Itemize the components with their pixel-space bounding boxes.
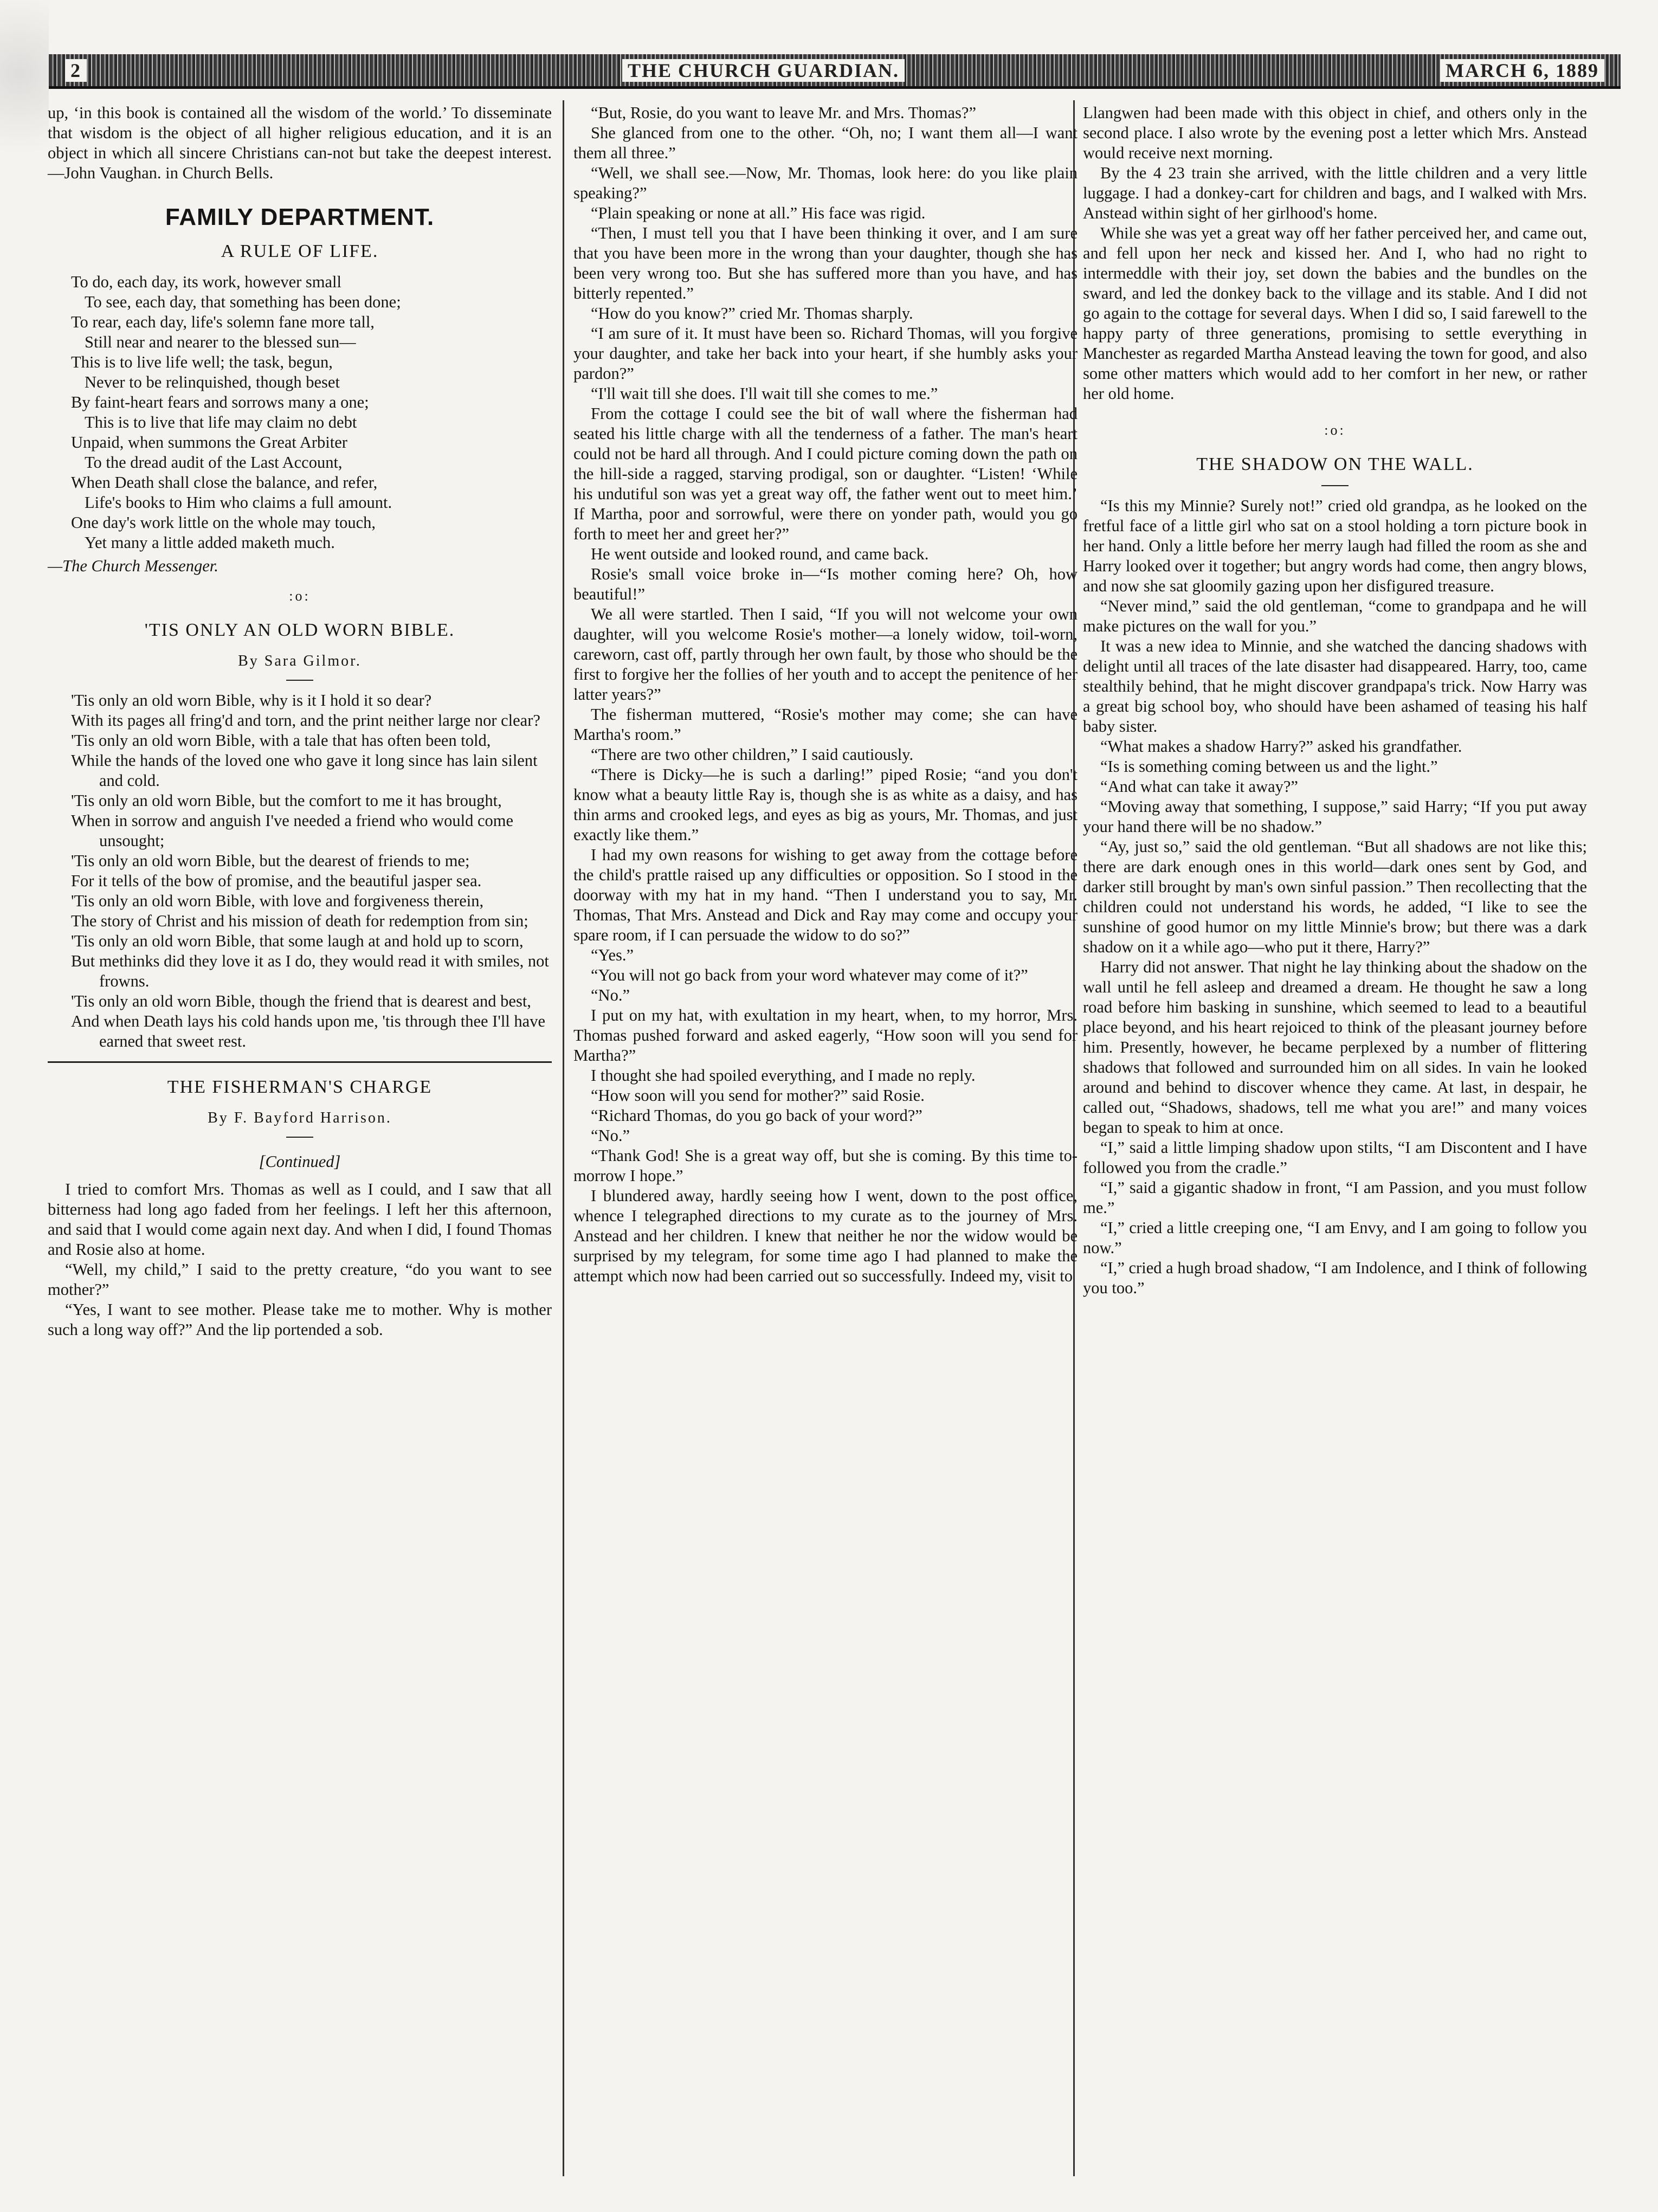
story-paragraph: He went outside and looked round, and came back. [591, 545, 929, 563]
poem-title: A RULE OF LIFE. [221, 241, 379, 261]
story-paragraph: “I'll wait till she does. I'll wait till she comes to me.” [591, 384, 938, 403]
story-paragraph: From the cottage I could see the bit of wall where the fisherman had seated his little charge with all the tenderness of a father. The man's heart could not be hard all through. And I could picture coming down the path on the hill-side a ragged, starving prodigal, son or daughter. “Listen! ‘While his undutiful son was yet a great way off, the father went out to meet him.’ If Martha, poor and sorrowful, were there on yonder path, would you go forth to meet her and greet her?” [573, 404, 1078, 543]
poem-line: 'Tis only an old worn Bible, but the comfort to me it has brought, [71, 791, 502, 810]
story-paragraph: “Thank God! She is a great way off, but she is coming. By this time to-morrow I hope.” [573, 1146, 1078, 1185]
story-paragraph: It was a new idea to Minnie, and she watched the dancing shadows with delight until all traces of the late disaster had disappeared. Harry, too, came stealthily behind, that he might discover grandpapa's trick. Now Harry was a great big school boy, who should have been ashamed of teasing his half baby sister. [1083, 637, 1587, 736]
story-paragraph: “I am sure of it. It must have been so. Richard Thomas, will you forgive your daughter, and take her back into your heart, if she humbly asks your pardon?” [573, 324, 1078, 383]
poem-line: This is to live life well; the task, begun, [71, 353, 333, 371]
story-paragraph: “No.” [591, 986, 630, 1004]
story-paragraph: “Well, we shall see.—Now, Mr. Thomas, look here: do you like plain speaking?” [573, 164, 1078, 202]
poem-line: But methinks did they love it as I do, they would read it with smiles, not frowns. [71, 952, 549, 990]
story-paragraph: While she was yet a great way off her father perceived her, and came out, and fell upon her neck and kissed her. And I, who had no right to intermeddle with their joy, set down the babies and the bundles on the sward, and led the donkey back to the village and its stable. And I did not go again to the cottage for several days. When I did so, I said farewell to the happy party of three generations, promising to settle everything in Manchester as regarded Martha Anstead leaving the town for good, and also some other matters which would add to her comfort in her new, or rather her old home. [1083, 224, 1587, 403]
poem-line: To do, each day, its work, however small [71, 273, 342, 291]
poem-credit: —The Church Messenger. [48, 557, 218, 575]
column-3 [1083, 103, 1587, 1298]
story-paragraph: “How soon will you send for mother?” said Rosie. [591, 1086, 925, 1105]
story-title: THE FISHERMAN'S CHARGE [167, 1077, 433, 1097]
divider [1321, 485, 1349, 486]
divider [286, 680, 313, 681]
poem-line: 'Tis only an old worn Bible, though the friend that is dearest and best, [71, 992, 531, 1010]
story-paragraph: “Ay, just so,” said the old gentleman. “But all shadows are not like this; there are dark enough ones in this world—dark ones sent by God, and darker still brought by man's own sinful passion.” Then recollecting that the children could not understand his words, he added, “I like to see the sunshine of good humor on my little Minnie's brow; but there was a dark shadow on it a while ago—who put it there, Harry?” [1083, 837, 1587, 956]
section-separator: :o: [1324, 422, 1346, 438]
poem-line: To rear, each day, life's solemn fane more tall, [71, 313, 375, 331]
story-paragraph: “But, Rosie, do you want to leave Mr. and Mrs. Thomas?” [591, 104, 976, 122]
story-paragraph: “I,” cried a little creeping one, “I am Envy, and I am going to follow you now.” [1083, 1218, 1587, 1257]
story-paragraph: Llangwen had been made with this object in chief, and others only in the second place. I also wrote by the evening post a letter which Mrs. Anstead would receive next morning. [1083, 104, 1587, 162]
story-paragraph: “Yes, I want to see mother. Please take me to mother. Why is mother such a long way off?” And the lip portended a sob. [48, 1300, 552, 1339]
poem-title: 'TIS ONLY AN OLD WORN BIBLE. [144, 620, 455, 640]
story-paragraph: By the 4 23 train she arrived, with the little children and a very little luggage. I had a donkey-cart for children and bags, and I walked with Mrs. Anstead within sight of her girlhood's home. [1083, 164, 1587, 222]
poem-line: To the dread audit of the Last Account, [85, 453, 343, 472]
poem-rule-of-life [53, 272, 552, 553]
story-paragraph: Harry did not answer. That night he lay thinking about the shadow on the wall until he fell asleep and dreamed a dream. He thought he saw a long road before him basking in sunshine, which seemed to lead to a beautiful place beyond, and his heart rejoiced to think of the pleasant journey before him. Presently, however, he became perplexed by a number of flittering shadows that followed and surrounded him on all sides. In vain he looked around and behind to discover whence they came. At last, in despair, he called out, “Shadows, shadows, tell me what you are!” and many voices began to speak to him at once. [1083, 958, 1587, 1137]
story-paragraph: “Is is something coming between us and the light.” [1100, 757, 1438, 776]
issue-date: MARCH 6, 1889 [1440, 59, 1604, 82]
poem-line: For it tells of the bow of promise, and the beautiful jasper sea. [71, 872, 482, 890]
story-paragraph: I thought she had spoiled everything, and I made no reply. [591, 1066, 976, 1085]
story-paragraph: The fisherman muttered, “Rosie's mother may come; she can have Martha's room.” [573, 705, 1078, 744]
poem-line: To see, each day, that something has been done; [85, 293, 401, 311]
poem-line: And when Death lays his cold hands upon me, 'tis through thee I'll have earned that sweet rest. [71, 1012, 545, 1050]
intro-paragraph: up, ‘in this book is contained all the wisdom of the world.’ To disseminate that wisdom is the object of all higher religious education, and it is an object in which all sincere Christians can-not but take the deepest interest.—John Vaughan. in Church Bells. [48, 104, 552, 182]
story-paragraph: I had my own reasons for wishing to get away from the cottage before the child's prattle raised up any difficulties or opposition. So I stood in the doorway with my hat in my hand. “Then I understand you to say, Mr. Thomas, That Mrs. Anstead and Dick and Ray may come and occupy your spare room, if I can persuade the widow to do so?” [573, 846, 1078, 944]
story-paragraph: I put on my hat, with exultation in my heart, when, to my horror, Mrs. Thomas pushed forward and asked eagerly, “How soon will you send for Martha?” [573, 1006, 1078, 1065]
section-separator: :o: [289, 588, 311, 604]
poem-line: By faint-heart fears and sorrows many a one; [71, 393, 369, 411]
column-rule [563, 100, 564, 2176]
continued-label: [Continued] [259, 1152, 341, 1171]
byline: By Sara Gilmor. [238, 653, 362, 669]
poem-line: One day's work little on the whole may touch, [71, 513, 376, 532]
story-paragraph: “There are two other children,” I said cautiously. [591, 745, 914, 764]
story-paragraph: “Richard Thomas, do you go back of your word?” [591, 1106, 922, 1125]
poem-line: 'Tis only an old worn Bible, with a tale that has often been told, [71, 731, 491, 750]
story-paragraph: “Well, my child,” I said to the pretty creature, “do you want to see mother?” [48, 1260, 552, 1299]
poem-line: Still near and nearer to the blessed sun— [85, 333, 356, 351]
story-paragraph: “No.” [591, 1126, 630, 1145]
story-paragraph: I blundered away, hardly seeing how I went, down to the post office, whence I telegraphed directions to my curate as to the journey of Mrs. Anstead and her children. I knew that neither he nor the widow would be surprised by my telegram, for some time ago I had planned to make the attempt which now had been carried out so successfully. Indeed my, visit to [573, 1186, 1078, 1285]
story-paragraph: “Plain speaking or none at all.” His face was rigid. [591, 204, 926, 222]
story-paragraph: Rosie's small voice broke in—“Is mother coming here? Oh, how beautiful!” [573, 565, 1078, 603]
story-title: THE SHADOW ON THE WALL. [1196, 454, 1474, 474]
story-paragraph: “And what can take it away?” [1100, 777, 1298, 796]
divider [286, 1137, 313, 1138]
poem-line: While the hands of the loved one who gave it long since has lain silent and cold. [71, 751, 538, 790]
story-paragraph: “How do you know?” cried Mr. Thomas sharply. [591, 304, 913, 323]
story-paragraph: She glanced from one to the other. “Oh, no; I want them all—I want them all three.” [573, 124, 1078, 162]
poem-line: The story of Christ and his mission of death for redemption from sin; [71, 912, 528, 930]
poem-old-worn-bible [53, 691, 552, 1052]
story-paragraph: “What makes a shadow Harry?” asked his grandfather. [1100, 737, 1462, 756]
story-paragraph: “You will not go back from your word whatever may come of it?” [591, 966, 1028, 984]
story-paragraph: I tried to comfort Mrs. Thomas as well as I could, and I saw that all bitterness had long ago faded from her feelings. I left her this afternoon, and said that I would come again next day. And when I did, I found Thomas and Rosie also at home. [48, 1180, 552, 1259]
newspaper-title: THE CHURCH GUARDIAN. [622, 59, 905, 82]
poem-line: Yet many a little added maketh much. [85, 533, 335, 552]
story-paragraph: We all were startled. Then I said, “If you will not welcome your own daughter, will you welcome Rosie's mother—a lonely widow, toil-worn, careworn, cast off, partly through her own fault, by those who should be the first to forgive her the follies of her youth and to accept the penitence of her latter years?” [573, 605, 1078, 704]
poem-line: This is to live that life may claim no debt [85, 413, 357, 431]
column-1 [48, 103, 552, 1340]
poem-line: Never to be relinquished, though beset [85, 373, 340, 391]
poem-line: With its pages all fring'd and torn, and the print neither large nor clear? [71, 711, 540, 730]
page-header [49, 54, 1621, 89]
story-paragraph: “There is Dicky—he is such a darling!” piped Rosie; “and you don't know what a beauty little Ray is, though she is as white as a daisy, and has thin arms and crooked legs, and eyes as big as yours, Mr. Thomas, and just exactly like them.” [573, 765, 1078, 844]
column-2 [573, 103, 1078, 1286]
department-heading: FAMILY DEPARTMENT. [165, 204, 435, 230]
page-stain [0, 0, 49, 184]
poem-line: When Death shall close the balance, and refer, [71, 473, 378, 492]
poem-line: 'Tis only an old worn Bible, but the dearest of friends to me; [71, 852, 470, 870]
poem-line: 'Tis only an old worn Bible, why is it I hold it so dear? [71, 691, 432, 710]
divider [48, 1061, 552, 1063]
page-number: 2 [65, 59, 87, 82]
story-paragraph: “Is this my Minnie? Surely not!” cried old grandpa, as he looked on the fretful face of a little girl who sat on a stool holding a torn picture book in her hand. Only a little before her merry laugh had filled the room as she and Harry looked over it together; but angry words had come, then angry blows, and now she sat gloomily gazing upon her disfigured treasure. [1083, 496, 1587, 595]
story-paragraph: “I,” said a gigantic shadow in front, “I am Passion, and you must follow me.” [1083, 1178, 1587, 1217]
byline: By F. Bayford Harrison. [208, 1110, 392, 1126]
poem-line: 'Tis only an old worn Bible, that some laugh at and hold up to scorn, [71, 932, 524, 950]
poem-line: Unpaid, when summons the Great Arbiter [71, 433, 347, 452]
story-paragraph: “Moving away that something, I suppose,” said Harry; “If you put away your hand there will be no shadow.” [1083, 797, 1587, 836]
story-paragraph: “I,” said a little limping shadow upon stilts, “I am Discontent and I have followed you from the cradle.” [1083, 1138, 1587, 1177]
poem-line: When in sorrow and anguish I've needed a friend who would come unsought; [71, 811, 514, 850]
story-paragraph: “I,” cried a hugh broad shadow, “I am Indolence, and I think of following you too.” [1083, 1259, 1587, 1297]
poem-line: Life's books to Him who claims a full amount. [85, 493, 392, 512]
story-paragraph: “Never mind,” said the old gentleman, “come to grandpapa and he will make pictures on the wall for you.” [1083, 597, 1587, 635]
story-paragraph: “Yes.” [591, 946, 634, 964]
story-paragraph: “Then, I must tell you that I have been thinking it over, and I am sure that you have been more in the wrong than your daughter, though she has been very wrong too. But she has suffered more than you have, and has bitterly repented.” [573, 224, 1078, 302]
poem-line: 'Tis only an old worn Bible, with love and forgiveness therein, [71, 892, 484, 910]
